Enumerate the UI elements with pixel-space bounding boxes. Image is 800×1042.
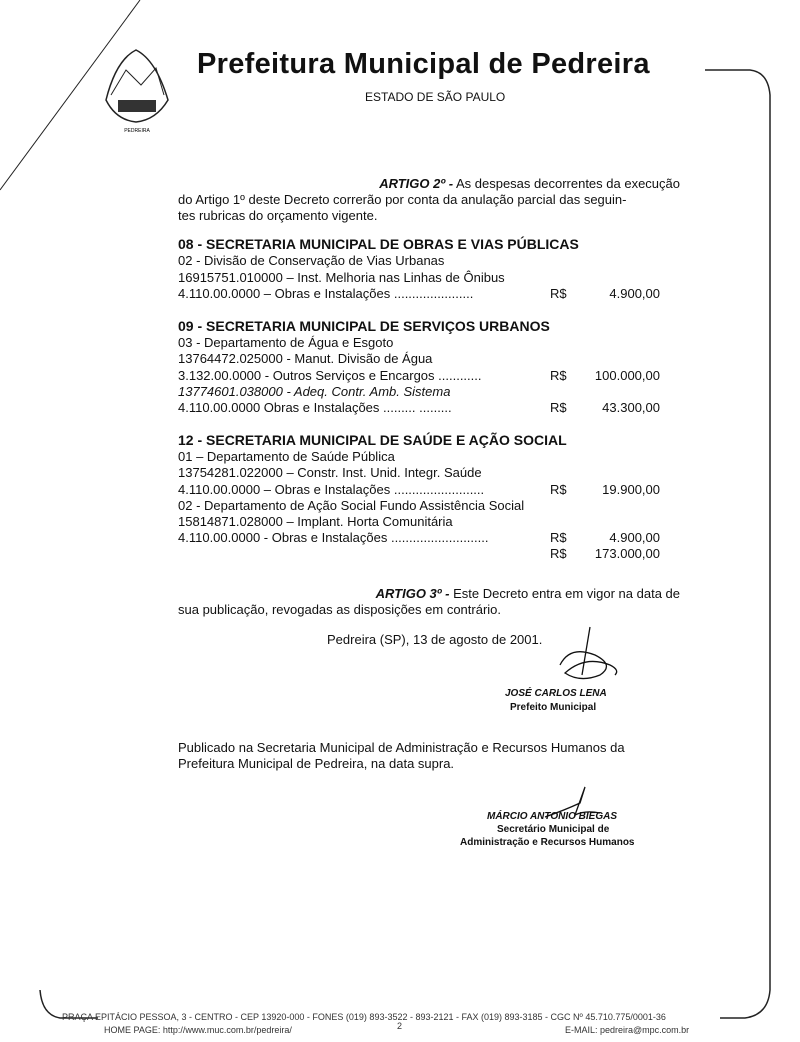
division: 02 - Divisão de Conservação de Vias Urbanas [178, 253, 445, 268]
project: 15814871.028000 – Implant. Horta Comunitária [178, 514, 453, 529]
budget-item: 3.132.00.0000 - Outros Serviços e Encargos ............ [178, 368, 482, 383]
article-text: Este Decreto entra em vigor na data de [453, 586, 680, 601]
page-title: Prefeitura Municipal de Pedreira [197, 48, 650, 80]
publication-note: Publicado na Secretaria Municipal de Administração e Recursos Humanos da [178, 740, 625, 755]
amount: 4.900,00 [609, 286, 660, 301]
article-2 [178, 176, 680, 224]
project: 13764472.025000 - Manut. Divisão de Água [178, 351, 433, 366]
footer-email: E-MAIL: pedreira@mpc.com.br [565, 1025, 690, 1035]
budget-item: 4.110.00.0000 – Obras e Instalações ......................... [178, 482, 485, 497]
article-text: tes rubricas do orçamento vigente. [178, 208, 378, 223]
section-title: 12 - SECRETARIA MUNICIPAL DE SAÚDE E AÇÃO SOCIAL [178, 432, 567, 448]
currency: R$ [550, 368, 567, 383]
state-subtitle: ESTADO DE SÃO PAULO [365, 90, 506, 104]
currency: R$ [550, 286, 567, 301]
division: 03 - Departamento de Água e Esgoto [178, 335, 394, 350]
amount: 19.900,00 [602, 482, 660, 497]
total-currency: R$ [550, 546, 567, 561]
amount: 100.000,00 [594, 368, 660, 383]
budget-item: 4.110.00.0000 – Obras e Instalações ...................... [178, 286, 474, 301]
article-text: sua publicação, revogadas as disposições em contrário. [178, 602, 502, 617]
article-text: do Artigo 1º deste Decreto correrão por conta da anulação parcial das seguin- [178, 192, 627, 207]
footer-homepage: HOME PAGE: http://www.muc.com.br/pedreira/ [104, 1025, 292, 1035]
total-amount: 173.000,00 [594, 546, 660, 561]
footer-address: PRAÇA EPITÁCIO PESSOA, 3 - CENTRO - CEP 13920-000 - FONES (019) 893-3522 - 893-2121 - FAX (019) 893-3185 - CGC Nº 45.710.775/0001-36 [62, 1012, 666, 1022]
mayor-role: Prefeito Municipal [510, 702, 597, 713]
secretary-name: MÁRCIO ANTONIO BIEGAS [487, 811, 618, 822]
page-number: 2 [397, 1021, 403, 1031]
project: 13774601.038000 - Adeq. Contr. Amb. Sistema [178, 384, 451, 399]
budget-item: 4.110.00.0000 - Obras e Instalações ........................... [178, 530, 489, 545]
currency: R$ [550, 400, 567, 415]
project: 13754281.022000 – Constr. Inst. Unid. Integr. Saúde [178, 465, 482, 480]
amount: 4.900,00 [609, 530, 660, 545]
mayor-signature [540, 625, 630, 690]
currency: R$ [550, 482, 567, 497]
division: 01 – Departamento de Saúde Pública [178, 449, 395, 464]
article-label: ARTIGO 3º - [375, 586, 450, 601]
secretary-role: Secretário Municipal de [497, 824, 610, 835]
section-title: 09 - SECRETARIA MUNICIPAL DE SERVIÇOS URBANOS [178, 318, 550, 334]
article-3 [178, 586, 680, 618]
mayor-name: JOSÉ CARLOS LENA [505, 688, 607, 699]
project: 16915751.010000 – Inst. Melhoria nas Linhas de Ônibus [178, 270, 505, 285]
date-line: Pedreira (SP), 13 de agosto de 2001. [327, 632, 543, 647]
currency: R$ [550, 530, 567, 545]
budget-item: 4.110.00.0000 Obras e Instalações ......... ......... [178, 400, 452, 415]
municipal-crest-logo [96, 40, 178, 140]
secretary-role: Administração e Recursos Humanos [460, 837, 635, 848]
amount: 43.300,00 [602, 400, 660, 415]
division: 02 - Departamento de Ação Social Fundo Assistência Social [178, 498, 525, 513]
section-title: 08 - SECRETARIA MUNICIPAL DE OBRAS E VIAS PÚBLICAS [178, 236, 579, 252]
svg-text:PEDREIRA: PEDREIRA [124, 128, 150, 134]
article-text: As despesas decorrentes da execução [455, 176, 680, 191]
publication-note: Prefeitura Municipal de Pedreira, na data supra. [178, 756, 455, 771]
article-label: ARTIGO 2º - [379, 176, 454, 191]
